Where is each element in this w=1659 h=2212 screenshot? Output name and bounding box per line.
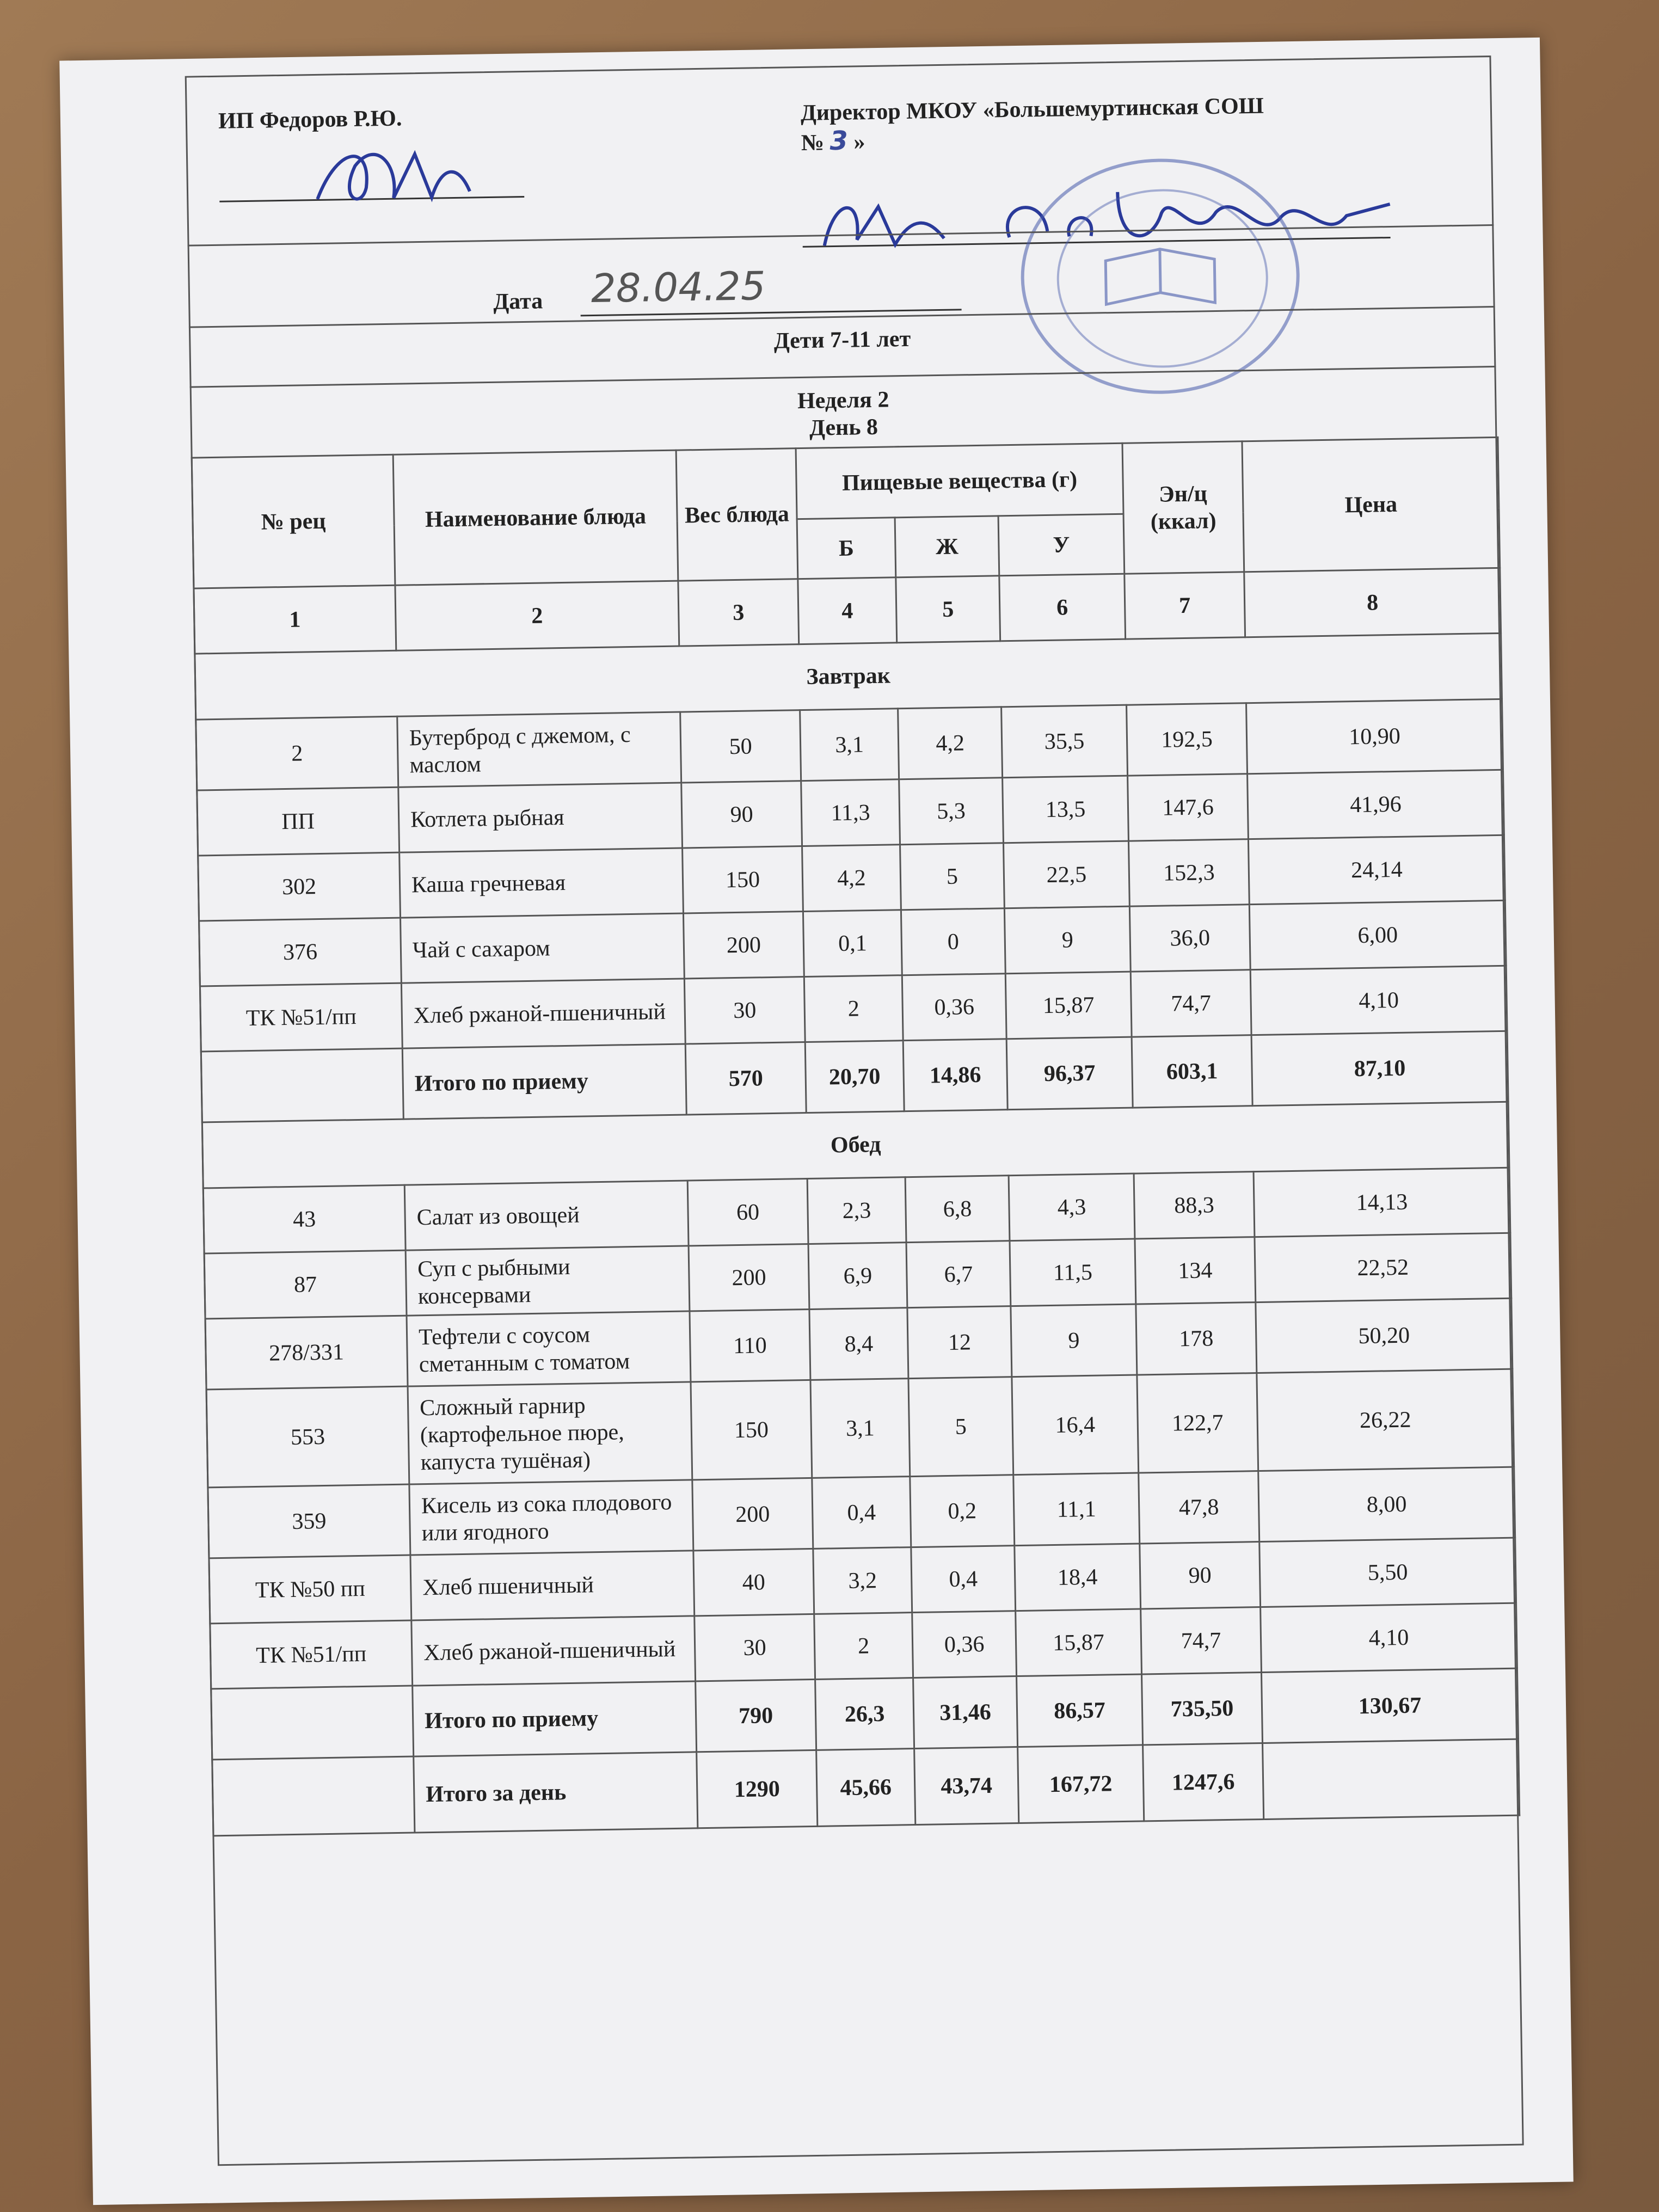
protein-cell: 26,3 [815,1678,914,1750]
dish-name-cell: Хлеб пшеничный [410,1551,695,1620]
col-protein: Б [797,518,896,579]
dish-name-cell: Хлеб ржаной-пшеничный [401,979,685,1048]
protein-cell: 4,2 [802,845,901,912]
col-dish-name: Наименование блюда [393,450,678,585]
dish-name-cell: Хлеб ржаной-пшеничный [411,1616,696,1686]
energy-cell: 603,1 [1132,1035,1252,1108]
carbs-cell: 11,5 [1010,1239,1136,1306]
school-number-handwritten: 3 [829,125,849,157]
weight-cell: 150 [691,1380,812,1479]
protein-cell: 8,4 [809,1308,908,1380]
fat-cell: 43,74 [914,1747,1019,1825]
dish-name-cell: Кисель из сока плодового или ягодного [409,1480,693,1555]
weight-cell: 200 [683,912,804,979]
col-recipe-no: № рец [192,454,395,588]
date-label [493,288,543,315]
section-title: Обед [202,1102,1509,1188]
fat-cell: 31,46 [913,1676,1018,1749]
col-price: Цена [1242,437,1500,572]
recipe-no-cell [212,1756,415,1836]
energy-cell: 178 [1136,1302,1257,1375]
recipe-no-cell [201,1048,403,1122]
energy-cell: 1247,6 [1143,1743,1264,1821]
col-num: 1 [194,585,396,654]
energy-cell: 47,8 [1139,1471,1259,1544]
price-cell: 4,10 [1250,966,1507,1035]
recipe-no-cell: 43 [203,1185,405,1254]
protein-cell: 3,1 [810,1379,910,1478]
col-num: 6 [999,574,1126,641]
energy-cell: 134 [1135,1237,1256,1304]
price-cell: 6,00 [1249,900,1506,969]
weight-cell: 30 [684,977,805,1044]
price-cell: 130,67 [1261,1668,1518,1743]
director-line-2: № [801,130,825,156]
recipe-no-cell: ПП [197,787,400,856]
carbs-cell: 22,5 [1003,841,1129,908]
recipe-no-cell: ТК №51/пп [200,983,402,1052]
price-cell: 50,20 [1256,1298,1513,1373]
recipe-no-cell: 87 [204,1250,407,1319]
energy-cell: 74,7 [1141,1607,1262,1674]
fat-cell: 14,86 [903,1039,1007,1111]
dish-name-cell: Чай с сахаром [401,913,685,983]
recipe-no-cell [211,1686,414,1760]
section-title: Завтрак [195,633,1502,720]
price-cell [1263,1739,1520,1819]
col-num: 7 [1125,572,1245,639]
col-weight: Вес блюда [676,448,798,581]
fat-cell: 4,2 [898,707,1003,779]
fat-cell: 12 [907,1306,1012,1379]
weight-cell: 200 [692,1478,813,1550]
dish-name-cell: Сложный гарнир (картофельное пюре, капуста тушёная) [408,1382,692,1484]
recipe-no-cell: ТК №51/пп [210,1620,413,1689]
dish-name-cell: Итого по приему [402,1044,686,1119]
fat-cell: 6,8 [905,1176,1010,1243]
dish-name-cell: Суп с рыбными консервами [405,1246,690,1316]
energy-cell: 147,6 [1128,774,1249,841]
carbs-cell: 35,5 [1001,705,1128,778]
director-line-2-end: » [853,130,865,155]
price-cell: 22,52 [1255,1233,1511,1302]
carbs-cell: 15,87 [1005,972,1132,1039]
price-cell: 41,96 [1248,770,1504,839]
protein-cell: 0,4 [812,1477,911,1549]
fat-cell: 0,36 [902,974,1006,1041]
carbs-cell: 16,4 [1012,1375,1139,1475]
price-cell: 87,10 [1251,1031,1508,1105]
protein-cell: 2,3 [807,1177,906,1244]
dish-name-cell: Каша гречневая [400,848,684,918]
weight-cell: 90 [681,781,802,848]
carbs-cell: 4,3 [1009,1173,1135,1241]
dish-name-cell: Итого за день [414,1752,698,1833]
energy-cell: 152,3 [1128,839,1249,906]
carbs-cell: 86,57 [1017,1674,1143,1747]
weight-cell: 30 [695,1614,815,1681]
energy-cell: 735,50 [1142,1673,1263,1745]
recipe-no-cell: ТК №50 пп [209,1555,411,1624]
dish-name-cell: Котлета рыбная [398,783,683,852]
weight-cell: 570 [685,1042,806,1115]
energy-cell: 88,3 [1134,1172,1255,1239]
stamp-book-icon [1100,237,1221,315]
weight-cell: 200 [689,1244,809,1311]
protein-cell: 45,66 [816,1749,915,1827]
carbs-cell: 9 [1011,1304,1137,1377]
week-label: Неделя 2 [797,387,889,414]
dish-name-cell: Салат из овощей [404,1181,689,1250]
carbs-cell: 18,4 [1015,1544,1141,1611]
weight-cell: 40 [693,1549,814,1615]
col-carbs: У [998,514,1125,576]
fat-cell: 0 [901,908,1005,975]
col-num: 8 [1244,568,1501,637]
dish-name-cell: Бутерброд с джемом, с маслом [397,712,681,787]
menu-table [191,437,1521,1836]
weight-cell: 150 [683,846,803,913]
weight-cell: 110 [690,1309,810,1381]
carbs-cell: 11,1 [1013,1473,1140,1546]
age-group: Дети 7-11 лет [773,326,911,354]
date-handwritten: 28.04.25 [591,263,766,312]
carbs-cell: 167,72 [1018,1745,1144,1823]
protein-cell: 11,3 [801,779,900,846]
supplier-signature [305,131,491,216]
recipe-no-cell: 376 [199,918,402,986]
protein-cell: 20,70 [805,1041,904,1113]
price-cell: 4,10 [1261,1603,1517,1672]
price-cell: 8,00 [1258,1467,1515,1541]
weight-cell: 60 [687,1179,808,1246]
recipe-no-cell: 302 [198,852,401,921]
recipe-no-cell: 553 [206,1386,409,1488]
weight-cell: 50 [680,710,801,783]
protein-cell: 2 [804,975,903,1042]
fat-cell: 0,4 [911,1546,1016,1613]
price-cell: 24,14 [1248,835,1505,904]
col-num: 3 [678,579,799,646]
carbs-cell: 15,87 [1016,1609,1142,1676]
protein-cell: 2 [814,1613,913,1680]
day-label: День 8 [809,414,878,441]
col-num: 2 [395,581,679,650]
energy-cell: 192,5 [1127,703,1248,776]
director-title [800,89,1454,157]
weight-cell: 790 [696,1679,816,1752]
fat-cell: 0,2 [910,1475,1015,1547]
carbs-cell: 9 [1004,906,1130,974]
price-cell: 5,50 [1259,1538,1516,1607]
energy-cell: 122,7 [1137,1373,1258,1473]
price-cell: 14,13 [1254,1168,1510,1237]
col-num: 4 [798,577,897,644]
dish-name-cell: Тефтели с соусом сметанным с томатом [407,1311,691,1386]
carbs-cell: 13,5 [1003,776,1129,843]
col-num: 5 [896,576,1000,643]
col-fat: Ж [895,516,999,577]
recipe-no-cell: 278/331 [205,1316,408,1390]
price-cell: 10,90 [1246,699,1503,773]
dish-name-cell: Итого по приему [413,1681,697,1756]
protein-cell: 0,1 [803,910,902,977]
date-caption: Дата [493,288,543,315]
fat-cell: 0,36 [912,1611,1017,1678]
supplier-name: ИП Федоров Р.Ю. [218,106,402,134]
protein-cell: 3,1 [800,709,899,781]
weight-cell: 1290 [697,1750,818,1828]
fat-cell: 5 [900,843,1005,910]
protein-cell: 6,9 [808,1243,907,1310]
fat-cell: 5 [908,1377,1013,1477]
recipe-no-cell: 359 [208,1484,410,1558]
protein-cell: 3,2 [813,1547,912,1614]
price-cell: 26,22 [1257,1369,1514,1471]
energy-cell: 74,7 [1130,970,1251,1037]
col-nutrients: Пищевые вещества (г) [796,443,1123,519]
energy-cell: 90 [1140,1542,1261,1609]
col-energy: Эн/ц (ккал) [1122,441,1244,574]
menu-document [185,55,1568,2188]
fat-cell: 6,7 [906,1241,1011,1308]
director-line-1: Директор МКОУ «Большемуртинская СОШ [800,93,1264,126]
recipe-no-cell: 2 [196,716,398,790]
energy-cell: 36,0 [1129,905,1250,972]
fat-cell: 5,3 [899,778,1004,845]
carbs-cell: 96,37 [1006,1037,1133,1110]
